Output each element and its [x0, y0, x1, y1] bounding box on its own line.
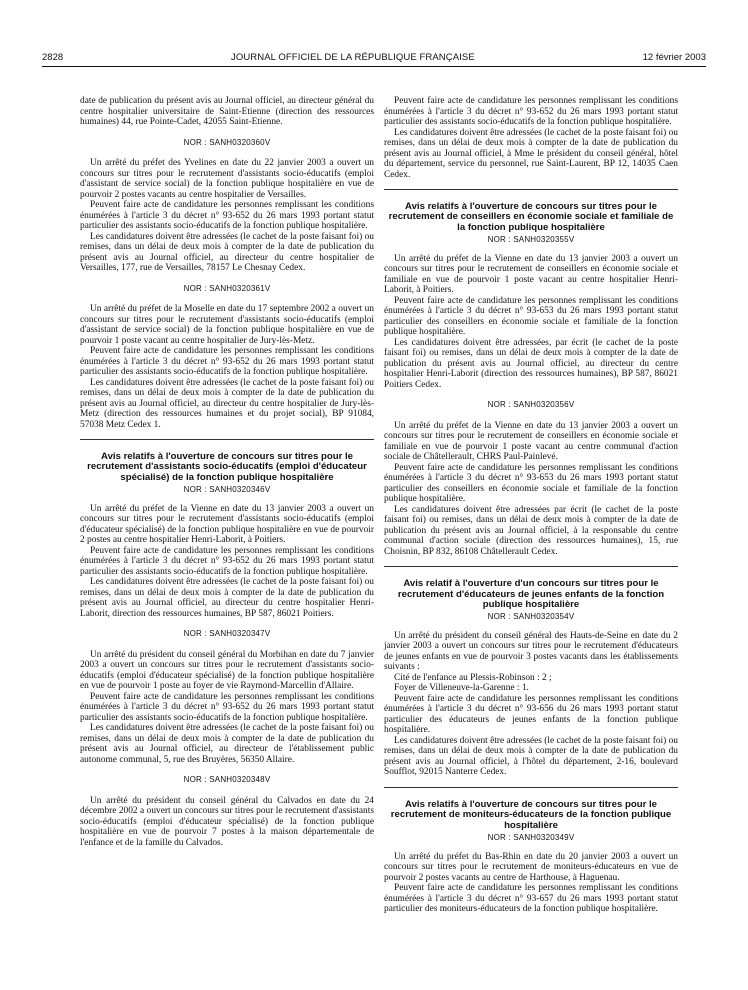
nor-reference: NOR : SANH0320347V	[183, 629, 271, 639]
paragraph: Un arrêté du préfet de la Vienne en date du 13 janvier 2003 a ouvert un concours sur titres pour le recrutement de conseillers en économie sociale et familiale en vue de pourvoir 1 poste vacant au centre hospitalier Henri-Laborit, à Poitiers.	[384, 253, 678, 296]
section-divider	[384, 787, 678, 788]
paragraph: Un arrêté du préfet de la Vienne en date du 13 janvier 2003 a ouvert un concours sur titres pour le recrutement d'assistants socio-éducatifs (emploi d'éducateur spécialisé) de la fonction publique hospitalière en vue de pourvoir 2 postes au centre hospitalier Henri-Laborit, à Poitiers.	[80, 503, 374, 546]
paragraph: Peuvent faire acte de candidature les personnes remplissant les conditions énumérées à l'article 3 du décret n° 93-653 du 26 mars 1993 portant statut particulier des conseillers en économie sociale et familiale de la fonction publique hospitalière.	[384, 462, 678, 505]
paragraph: Un arrêté du président du conseil général du Calvados en date du 24 décembre 2002 a ouvert un concours sur titres pour le recrutement d'assistants socio-éducatifs (emploi d'éducateur spécialisé) de la fonction publique hospitalière en vue de pourvoir 7 postes à la maison départementale de l'enfance et de la famille du Calvados.	[80, 795, 374, 848]
paragraph: Peuvent faire acte de candidature les personnes remplissant les conditions énumérées à l'article 3 du décret n° 93-657 du 26 mars 1993 portant statut particulier des moniteurs-éducateurs de la fonction publique hospitalière.	[384, 883, 678, 915]
section-divider	[384, 566, 678, 567]
paragraph: Les candidatures doivent être adressées (le cachet de la poste faisant foi) ou remises, dans un délai de deux mois à compter de la date de publication du présent avis au Journal officiel, à l'hôtel du département, 2-16, boulevard Soufflot, 92015 Nanterre Cedex.	[384, 735, 678, 778]
paragraph: Les candidatures doivent être adressées par écrit (le cachet de la poste faisant foi) ou remises, dans un délai de deux mois à compter de la date de publication du présent avis au Journal officiel, à la responsable du centre communal d'action sociale (direction des ressources humaines), 15, rue Choisnin, BP 832, 86108 Châtellerault Cedex.	[384, 504, 678, 557]
list-item: Cité de l'enfance au Plessis-Robinson : 2 ;	[394, 672, 552, 683]
paragraph: Les candidatures doivent être adressées (le cachet de la poste faisant foi) ou remises, dans un délai de deux mois à compter de la date de publication du présent avis au Journal officiel, au directeur du centre hospitalier de Versailles, 177, rue de Versailles, 78157 Le Chesnay Cedex.	[80, 231, 374, 273]
paragraph: Les candidatures doivent être adressées (le cachet de la poste faisant foi) ou remises, dans un délai de deux mois à compter de la date de publication du présent avis au Journal officiel, à Mme le président du conseil général, hôtel du département, service du personnel, rue Saint-Laurent, BP 12, 14035 Caen Cedex.	[384, 127, 678, 180]
nor-reference: NOR : SANH0320354V	[487, 612, 575, 622]
list-item: Foyer de Villeneuve-la-Garenne : 1.	[394, 683, 529, 694]
paragraph: Peuvent faire acte de candidature les personnes remplissant les conditions énumérées à l'article 3 du décret n° 93-652 du 26 mars 1993 portant statut particulier des assistants socio-éducatifs de la fonction publique hospitalière.	[80, 346, 374, 377]
paragraph: Un arrêté du préfet du Bas-Rhin en date du 20 janvier 2003 a ouvert un concours sur titres pour le recrutement de moniteurs-éducateurs en vue de pourvoir 2 postes vacants au centre de Harthouse, à Haguenau.	[384, 851, 678, 883]
paragraph: Peuvent faire acte de candidature les personnes remplissant les conditions énumérées à l'article 3 du décret n° 93-656 du 26 mars 1993 portant statut particulier des éducateurs de jeunes enfants de la fonction publique hospitalière.	[384, 693, 678, 736]
paragraph: date de publication du présent avis au Journal officiel, au directeur général du centre hospitalier universitaire de Saint-Etienne (direction des ressources humaines) 44, rue Pointe-Cadet, 42055 Saint-Etienne.	[80, 96, 374, 127]
paragraph: Peuvent faire acte de candidature les personnes remplissant les conditions énumérées à l'article 3 du décret n° 93-652 du 26 mars 1993 portant statut particulier des assistants socio-éducatifs de la fonction publique hospitalière.	[80, 545, 374, 577]
nor-reference: NOR : SANH0320346V	[183, 485, 271, 495]
header-rule	[42, 66, 706, 67]
section-heading: Avis relatif à l'ouverture d'un concours sur titres pour le recrutement d'éducateurs de jeunes enfants de la fonction publique hospitalière	[397, 578, 665, 611]
left-column	[80, 96, 374, 848]
paragraph: Un arrêté du président du conseil général des Hauts-de-Seine en date du 2 janvier 2003 a ouvert un concours sur titres pour le recrutement d'éducateurs de jeunes enfants en vue de pourvoir 3 postes vacants dans les établissements suivants :	[384, 630, 678, 673]
paragraph: Les candidatures doivent être adressées (le cachet de la poste faisant foi) ou remises, dans un délai de deux mois à compter de la date de publication du présent avis au Journal officiel, au directeur de l'établissement public autonome communal, 5, rue des Bruyères, 56350 Allaire.	[80, 723, 374, 765]
page-header	[42, 50, 706, 64]
paragraph: Les candidatures doivent être adressées (le cachet de la poste faisant foi) ou remises, dans un délai de deux mois à compter de la date de publication du présent avis au Journal officiel, au directeur du centre hospitalier Henri-Laborit, direction des ressources humaines, BP 587, 86021 Poitiers.	[80, 577, 374, 619]
paragraph: Un arrêté du préfet de la Vienne en date du 13 janvier 2003 a ouvert un concours sur titres pour le recrutement de conseillers en économie sociale et familiale en vue de pourvoir 1 poste vacant au centre communal d'action sociale de Châtellerault, CHRS Paul-Painlevé.	[384, 420, 678, 463]
paragraph: Un arrêté du préfet de la Moselle en date du 17 septembre 2002 a ouvert un concours sur titres pour le recrutement d'assistants socio-éducatifs (emploi d'assistant de service social) de la fonction publique hospitalière en vue de pourvoir 1 poste vacant au centre hospitalier de Jury-lès-Metz.	[80, 304, 374, 346]
section-divider	[80, 439, 374, 440]
section-divider	[384, 189, 678, 190]
section-heading: Avis relatifs à l'ouverture de concours sur titres pour le recrutement d'assistants socio-éducatifs (emploi d'éducateur spécialisé) de la fonction publique hospitalière	[87, 451, 367, 483]
nor-reference: NOR : SANH0320349V	[487, 833, 575, 843]
nor-reference: NOR : SANH0320361V	[183, 283, 271, 293]
paragraph: Peuvent faire acte de candidature les personnes remplissant les conditions énumérées à l'article 3 du décret n° 93-652 du 26 mars 1993 portant statut particulier des assistants socio-éducatifs de la fonction publique hospitalière.	[80, 691, 374, 723]
paragraph: Les candidatures doivent être adressées (le cachet de la poste faisant foi) ou remises, dans un délai de deux mois à compter de la date de publication du présent avis au Journal officiel, au directeur du centre hospitalier de Jury-lès-Metz (direction des ressources humaines et du projet social), BP 91084, 57038 Metz Cedex 1.	[80, 377, 374, 430]
nor-reference: NOR : SANH0320360V	[183, 137, 271, 147]
paragraph: Peuvent faire acte de candidature les personnes remplissant les conditions énumérées à l'article 3 du décret n° 93-652 du 26 mars 1993 portant statut particulier des assistants socio-éducatifs de la fonction publique hospitalière.	[384, 96, 678, 127]
paragraph: Un arrêté du préfet des Yvelines en date du 22 janvier 2003 a ouvert un concours sur titres pour le recrutement d'assistants socio-éducatifs (emploi d'assistant de service social) de la fonction publique hospitalière en vue de pourvoir 2 postes vacants au centre hospitalier de Versailles.	[80, 158, 374, 200]
section-heading: Avis relatifs à l'ouverture de concours sur titres pour le recrutement de moniteurs-éducateurs de la fonction publique hospitalière	[390, 798, 672, 831]
nor-reference: NOR : SANH0320355V	[487, 235, 575, 245]
paragraph: Peuvent faire acte de candidature les personnes remplissant les conditions énumérées à l'article 3 du décret n° 93-652 du 26 mars 1993 portant statut particulier des assistants socio-éducatifs de la fonction publique hospitalière.	[80, 200, 374, 231]
right-column	[384, 96, 678, 915]
paragraph: Peuvent faire acte de candidature les personnes remplissant les conditions énumérées à l'article 3 du décret n° 93-653 du 26 mars 1993 portant statut particulier des conseillers en économie sociale et familiale de la fonction publique hospitalière.	[384, 295, 678, 338]
page-number: 2828	[42, 51, 64, 63]
nor-reference: NOR : SANH0320356V	[487, 400, 575, 410]
paragraph: Les candidatures doivent être adressées, par écrit (le cachet de la poste faisant foi) ou remises, dans un délai de deux mois à compter de la date de publication du présent avis au Journal officiel, au directeur du centre hospitalier Henri-Laborit (direction des ressources humaines), BP 587, 86021 Poitiers Cedex.	[384, 337, 678, 390]
paragraph: Un arrêté du président du conseil général du Morbihan en date du 7 janvier 2003 a ouvert un concours sur titres pour le recrutement d'assistants socio-éducatifs (emploi d'éducateur spécialisé) de la fonction publique hospitalière en vue de pourvoir 1 poste au foyer de vie Raymond-Marcellin d'Allaire.	[80, 649, 374, 692]
journal-title: JOURNAL OFFICIEL DE LA RÉPUBLIQUE FRANÇAISE	[230, 51, 475, 63]
publication-date: 12 février 2003	[642, 51, 706, 63]
section-heading: Avis relatifs à l'ouverture de concours sur titres pour le recrutement de conseillers en économie sociale et familiale de la fonction publique hospitalière	[388, 201, 674, 233]
nor-reference: NOR : SANH0320348V	[183, 775, 271, 785]
